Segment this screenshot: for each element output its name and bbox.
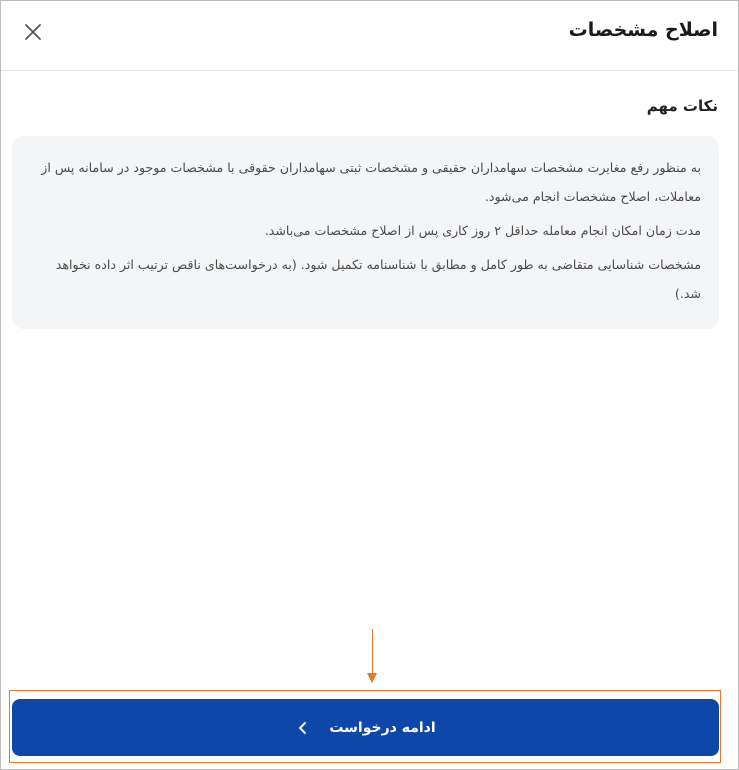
note-item: مدت زمان امکان انجام معامله حداقل ۲ روز کاری پس از اصلاح مشخصات می‌باشد. [264,223,701,238]
close-button[interactable] [21,20,45,44]
chevron-left-icon [295,720,311,736]
note-item: به منظور رفع مغایرت مشخصات سهامداران حقیقی و مشخصات ثبتی سهامداران حقوقی با مشخصات موجود در سامانه پس از معاملات، اصلاح مشخصات انجام می‌شود. [41,160,701,204]
notes-title: نکات مهم [646,97,718,115]
notes-box [12,136,719,329]
annotation-arrow-line [372,629,373,675]
continue-button-label: ادامه درخواست [329,719,436,736]
dialog-header [1,1,738,71]
continue-request-button[interactable] [12,699,719,756]
note-item: مشخصات شناسایی متقاضی به طور کامل و مطابق با شناسنامه تکمیل شود. (به درخواست‌های ناقص ترتیب اثر داده نخواهد شد.) [55,257,701,301]
dialog-title: اصلاح مشخصات [568,19,718,41]
annotation-arrow-head [367,673,377,683]
close-icon [21,20,45,44]
